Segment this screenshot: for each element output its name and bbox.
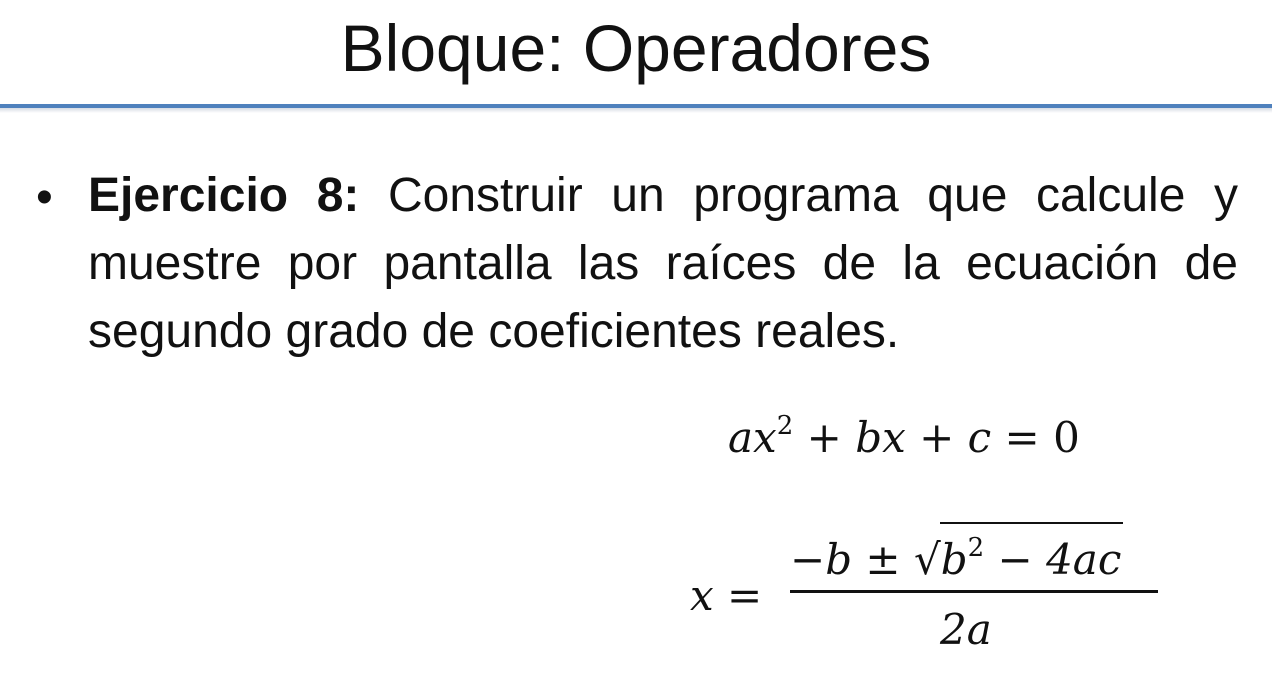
- bullet-icon: •: [36, 171, 53, 224]
- sqrt-icon: √: [913, 535, 941, 584]
- quadratic-equation: [728, 398, 1080, 466]
- eq-coef-a: a: [728, 413, 754, 462]
- formula-plus-minus: ±: [852, 535, 914, 584]
- eq-plus2: +: [905, 413, 968, 462]
- formula-sqrt: $√b^2 - 4ac$: [914, 520, 1121, 588]
- formula-numerator: [790, 520, 1121, 588]
- eq-exponent: 2: [776, 411, 794, 441]
- eq-equals: =: [991, 413, 1054, 462]
- eq-var-x: x: [753, 413, 777, 462]
- formula-minus-b: −b: [790, 535, 853, 584]
- eq-var-x2: x: [882, 413, 906, 462]
- sqrt-overline: [940, 522, 1123, 524]
- formula-lhs: x =: [690, 571, 763, 620]
- eq-coef-b: b: [855, 413, 883, 462]
- eq-zero: 0: [1053, 413, 1080, 462]
- exercise-description: Construir un programa que calcule y muestre por pantalla las raíces de la ecuación de segundo grado de coeficientes reales.: [88, 169, 1238, 358]
- slide-title: Bloque: Operadores: [340, 11, 932, 85]
- formula-denominator: 2a: [940, 605, 992, 654]
- exercise-label: Ejercicio 8:: [88, 169, 360, 222]
- fraction-bar: [790, 590, 1158, 593]
- exercise-text: [88, 162, 1238, 366]
- title-divider-shadow: [0, 108, 1272, 113]
- eq-coef-c: c: [967, 413, 992, 462]
- eq-plus: +: [793, 413, 856, 462]
